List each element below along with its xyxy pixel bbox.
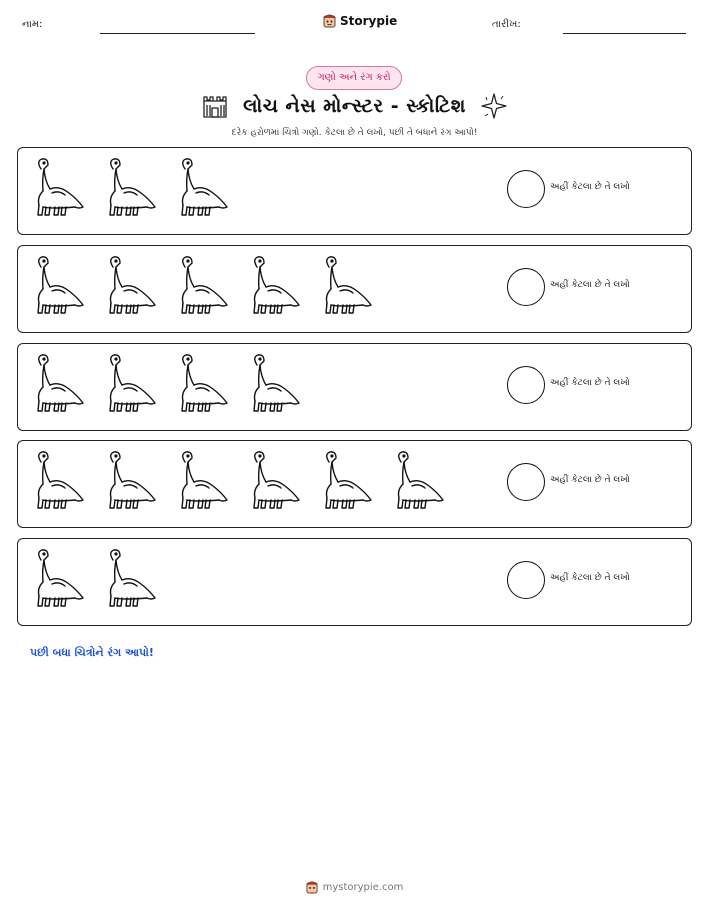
answer-circle[interactable]	[507, 366, 545, 404]
answer-label: અહીં કેટલા છે તે લખો	[550, 378, 630, 388]
dino-group	[31, 548, 158, 610]
storypie-logo-icon	[306, 880, 318, 894]
nessie-dinosaur-icon	[103, 548, 158, 610]
nessie-dinosaur-icon	[103, 353, 158, 415]
date-line[interactable]	[563, 33, 686, 34]
footer-instruction: પછી બધા ચિત્રોને રંગ આપો!	[30, 646, 154, 659]
nessie-dinosaur-icon	[175, 450, 230, 512]
nessie-dinosaur-icon	[31, 450, 86, 512]
answer-label: અહીં કેટલા છે તે લખો	[550, 182, 630, 192]
nessie-dinosaur-icon	[319, 255, 374, 317]
sparkle-icon	[480, 92, 508, 120]
nessie-dinosaur-icon	[31, 255, 86, 317]
count-row	[17, 245, 692, 333]
nessie-dinosaur-icon	[175, 157, 230, 219]
answer-circle[interactable]	[507, 170, 545, 208]
date-label: તારીખ:	[492, 19, 521, 30]
answer-label: અહીં કેટલા છે તે લખો	[550, 573, 630, 583]
nessie-dinosaur-icon	[103, 450, 158, 512]
count-row	[17, 343, 692, 431]
answer-circle[interactable]	[507, 268, 545, 306]
footer-site-link[interactable]: mystorypie.com	[322, 881, 404, 893]
nessie-dinosaur-icon	[103, 255, 158, 317]
nessie-dinosaur-icon	[247, 450, 302, 512]
storypie-logo-icon	[323, 13, 336, 28]
dino-group	[31, 450, 446, 512]
count-row	[17, 538, 692, 626]
page-title: લોચ નેસ મોન્સ્ટર - સ્કોટિશ	[243, 95, 466, 117]
activity-pill: ગણો અને રંગ કરો	[306, 66, 402, 90]
answer-label: અહીં કેટલા છે તે લખો	[550, 475, 630, 485]
name-line[interactable]	[100, 33, 255, 34]
castle-icon	[201, 92, 229, 120]
nessie-dinosaur-icon	[319, 450, 374, 512]
brand-name: Storypie	[340, 13, 398, 28]
nessie-dinosaur-icon	[31, 157, 86, 219]
dino-group	[31, 255, 374, 317]
dino-group	[31, 353, 302, 415]
nessie-dinosaur-icon	[391, 450, 446, 512]
nessie-dinosaur-icon	[31, 353, 86, 415]
count-row	[17, 440, 692, 528]
name-label: નામ:	[22, 19, 43, 30]
brand	[323, 13, 397, 28]
answer-circle[interactable]	[507, 463, 545, 501]
nessie-dinosaur-icon	[175, 255, 230, 317]
dino-group	[31, 157, 230, 219]
title-row	[0, 90, 709, 122]
nessie-dinosaur-icon	[103, 157, 158, 219]
nessie-dinosaur-icon	[175, 353, 230, 415]
answer-circle[interactable]	[507, 561, 545, 599]
nessie-dinosaur-icon	[247, 255, 302, 317]
nessie-dinosaur-icon	[31, 548, 86, 610]
count-row	[17, 147, 692, 235]
nessie-dinosaur-icon	[247, 353, 302, 415]
answer-label: અહીં કેટલા છે તે લખો	[550, 280, 630, 290]
instructions: દરેક હરોળમાં ચિત્રો ગણો. કેટલા છે તે લખો, પછી તે બધાને રંગ આપો!	[231, 128, 478, 138]
footer-site	[0, 880, 709, 894]
